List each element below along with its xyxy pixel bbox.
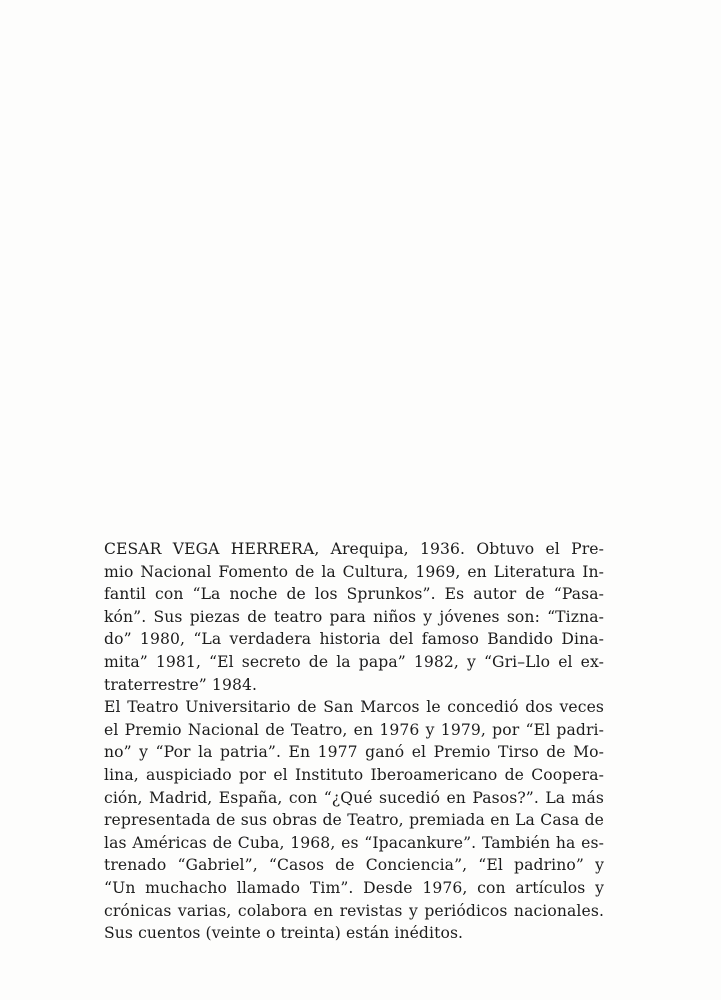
bio-line: kón”. Sus piezas de teatro para niños y jóvenes son: “Tizna- (104, 607, 604, 626)
bio-line: traterrestre” 1984. (104, 675, 258, 694)
bio-line: lina, auspiciado por el Instituto Iberoamericano de Coopera- (104, 765, 604, 784)
bio-line: mio Nacional Fomento de la Cultura, 1969, en Literatura In- (104, 562, 604, 581)
bio-line: trenado “Gabriel”, “Casos de Conciencia”, “El padrino” y (104, 856, 604, 875)
bio-line: no” y “Por la patria”. En 1977 ganó el Premio Tirso de Mo- (104, 743, 604, 762)
author-biography (104, 538, 604, 945)
bio-line: mita” 1981, “El secreto de la papa” 1982, y “Gri–Llo el ex- (104, 652, 604, 671)
bio-line: las Américas de Cuba, 1968, es “Ipacankure”. También ha es- (104, 833, 604, 852)
bio-line: representada de sus obras de Teatro, premiada en La Casa de (104, 811, 604, 830)
bio-line: CESAR VEGA HERRERA, Arequipa, 1936. Obtuvo el Pre- (104, 540, 604, 558)
bio-line: El Teatro Universitario de San Marcos le concedió dos veces (104, 698, 604, 717)
bio-line: do” 1980, “La verdadera historia del famoso Bandido Dina- (104, 630, 604, 649)
bio-line: ción, Madrid, España, con “¿Qué sucedió en Pasos?”. La más (104, 788, 604, 807)
bio-line: fantil con “La noche de los Sprunkos”. Es autor de “Pasa- (104, 585, 604, 604)
bio-line: crónicas varias, colabora en revistas y periódicos nacionales. (104, 901, 604, 920)
bio-line: el Premio Nacional de Teatro, en 1976 y 1979, por “El padri- (104, 720, 604, 739)
bio-line: Sus cuentos (veinte o treinta) están inéditos. (104, 924, 464, 943)
bio-line: “Un muchacho llamado Tim”. Desde 1976, con artículos y (104, 878, 604, 897)
